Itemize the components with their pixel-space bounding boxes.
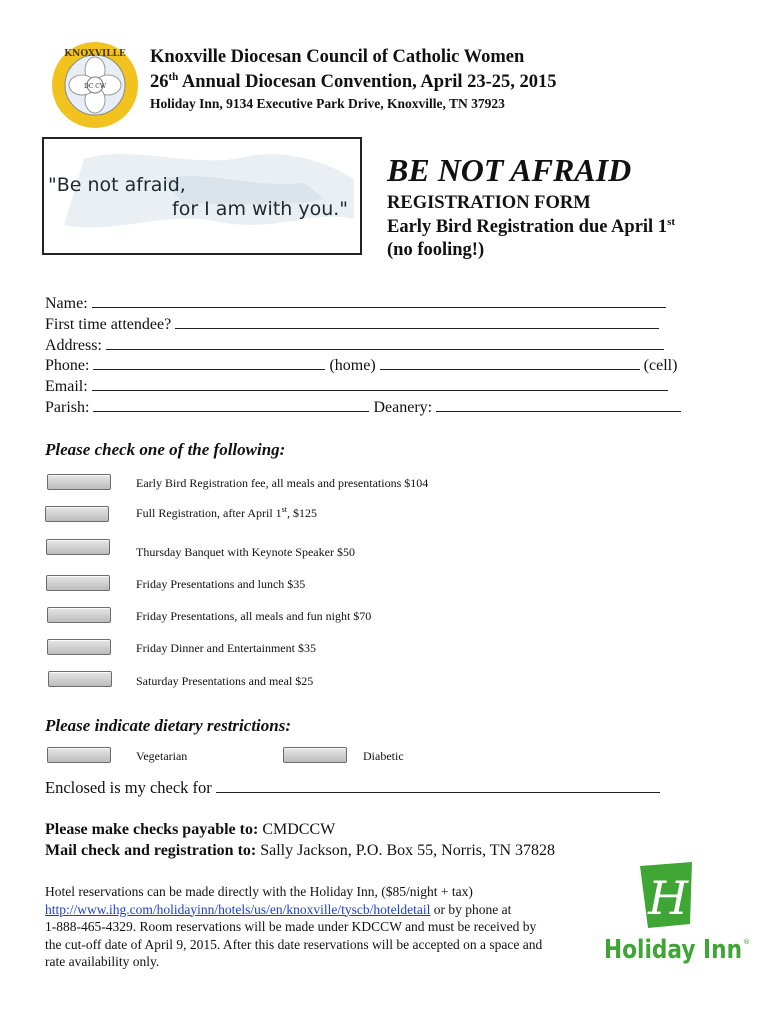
- friday-dinner-checkbox[interactable]: [47, 639, 111, 655]
- mail-line: [45, 842, 555, 860]
- address-row: [45, 335, 664, 356]
- saturday-checkbox[interactable]: [48, 671, 112, 687]
- convention-ordinal-suffix: th: [168, 71, 179, 83]
- full-registration-price: , $125: [287, 506, 317, 520]
- convention-text: Annual Diocesan Convention, April 23-25, 2015: [178, 72, 557, 93]
- hotel-line-2: [45, 901, 605, 919]
- early-bird-checkbox[interactable]: [47, 474, 111, 490]
- email-row: [45, 376, 668, 397]
- holiday-inn-logo: [600, 862, 750, 967]
- email-field[interactable]: [92, 376, 668, 391]
- venue-address: Holiday Inn, 9134 Executive Park Drive, Knoxville, TN 37923: [150, 96, 505, 111]
- diabetic-label: Diabetic: [363, 749, 404, 763]
- name-row: [45, 293, 666, 314]
- options-heading: Please check one of the following:: [45, 440, 286, 459]
- convention-ordinal: 26: [150, 72, 169, 93]
- holiday-inn-mark: H: [647, 871, 689, 925]
- form-title: BE NOT AFRAID: [387, 152, 632, 188]
- hotel-info: [45, 883, 605, 971]
- early-bird-option-label: Early Bird Registration fee, all meals and presentations $104: [136, 476, 429, 490]
- vegetarian-checkbox[interactable]: [47, 747, 111, 763]
- banner-line-1: "Be not afraid,: [48, 174, 186, 196]
- parish-label: Parish:: [45, 399, 90, 416]
- early-bird-suffix: st: [667, 216, 676, 228]
- hotel-phone-intro: or by phone at: [430, 901, 512, 917]
- kdccw-logo: [50, 40, 140, 130]
- early-bird-deadline: [387, 216, 675, 238]
- phone-label: Phone:: [45, 357, 90, 374]
- thursday-banquet-option-label: Thursday Banquet with Keynote Speaker $50: [136, 545, 355, 559]
- address-label: Address:: [45, 337, 102, 354]
- full-registration-suffix: st: [281, 505, 287, 514]
- dietary-heading: Please indicate dietary restrictions:: [45, 716, 291, 735]
- payable-value: CMDCCW: [258, 821, 336, 838]
- hotel-line-5: rate availability only.: [45, 954, 160, 969]
- deanery-label: Deanery:: [373, 399, 433, 416]
- early-bird-text: Early Bird Registration due April 1: [387, 217, 668, 238]
- hotel-line-1: Hotel reservations can be made directly with the Holiday Inn, ($85/night + tax): [45, 884, 473, 899]
- enclosed-label: Enclosed is my check for: [45, 778, 212, 797]
- thursday-banquet-checkbox[interactable]: [46, 539, 110, 555]
- full-registration-checkbox[interactable]: [45, 506, 109, 522]
- payable-line: [45, 821, 335, 839]
- registered-mark: ®: [743, 938, 750, 946]
- phone-row: [45, 355, 677, 376]
- home-phone-field[interactable]: [93, 355, 325, 370]
- holiday-inn-wordmark: Holiday Inn: [604, 935, 742, 965]
- hotel-line-4: the cut-off date of April 9, 2015. After this date reservations will be accepted on a space and: [45, 936, 543, 952]
- saturday-option-label: Saturday Presentations and meal $25: [136, 674, 314, 688]
- convention-line: [150, 71, 557, 93]
- full-registration-option-label: [136, 505, 317, 521]
- logo-center-text: DC CW: [83, 83, 107, 90]
- address-field[interactable]: [106, 335, 664, 350]
- friday-lunch-option-label: Friday Presentations and lunch $35: [136, 577, 306, 591]
- enclosed-row: [45, 778, 660, 798]
- first-time-row: [45, 314, 659, 335]
- email-label: Email:: [45, 378, 88, 395]
- first-time-field[interactable]: [175, 314, 659, 329]
- name-label: Name:: [45, 295, 88, 312]
- cell-phone-field[interactable]: [380, 355, 640, 370]
- no-fooling-note: (no fooling!): [387, 240, 485, 260]
- deanery-field[interactable]: [436, 397, 681, 412]
- diabetic-checkbox[interactable]: [283, 747, 347, 763]
- vegetarian-label: Vegetarian: [136, 749, 188, 763]
- first-time-label: First time attendee?: [45, 316, 172, 333]
- scripture-banner: [42, 137, 362, 255]
- form-subtitle: REGISTRATION FORM: [387, 193, 591, 213]
- mail-label: Mail check and registration to:: [45, 842, 257, 859]
- hotel-line-3: 1-888-465-4329. Room reservations will be made under KDCCW and must be received by: [45, 919, 537, 934]
- friday-dinner-option-label: Friday Dinner and Entertainment $35: [136, 641, 316, 655]
- home-phone-label: (home): [329, 357, 376, 374]
- mail-address: Sally Jackson, P.O. Box 55, Norris, TN 37828: [256, 842, 556, 859]
- friday-all-meals-checkbox[interactable]: [47, 607, 111, 623]
- payable-label: Please make checks payable to:: [45, 821, 259, 838]
- org-name: Knoxville Diocesan Council of Catholic Women: [150, 47, 525, 67]
- cell-phone-label: (cell): [643, 357, 678, 374]
- banner-line-2: for I am with you.": [172, 198, 349, 220]
- friday-lunch-checkbox[interactable]: [46, 575, 110, 591]
- friday-all-meals-option-label: Friday Presentations, all meals and fun night $70: [136, 609, 372, 623]
- parish-row: [45, 397, 681, 418]
- hotel-booking-link[interactable]: http://www.ihg.com/holidayinn/hotels/us/en/knoxville/tyscb/hoteldetail: [45, 901, 431, 917]
- full-registration-text: Full Registration, after April 1: [136, 506, 282, 520]
- name-field[interactable]: [92, 293, 666, 308]
- check-amount-field[interactable]: [216, 778, 660, 793]
- parish-field[interactable]: [93, 397, 369, 412]
- logo-ring-text: KNOXVILLE: [64, 49, 126, 59]
